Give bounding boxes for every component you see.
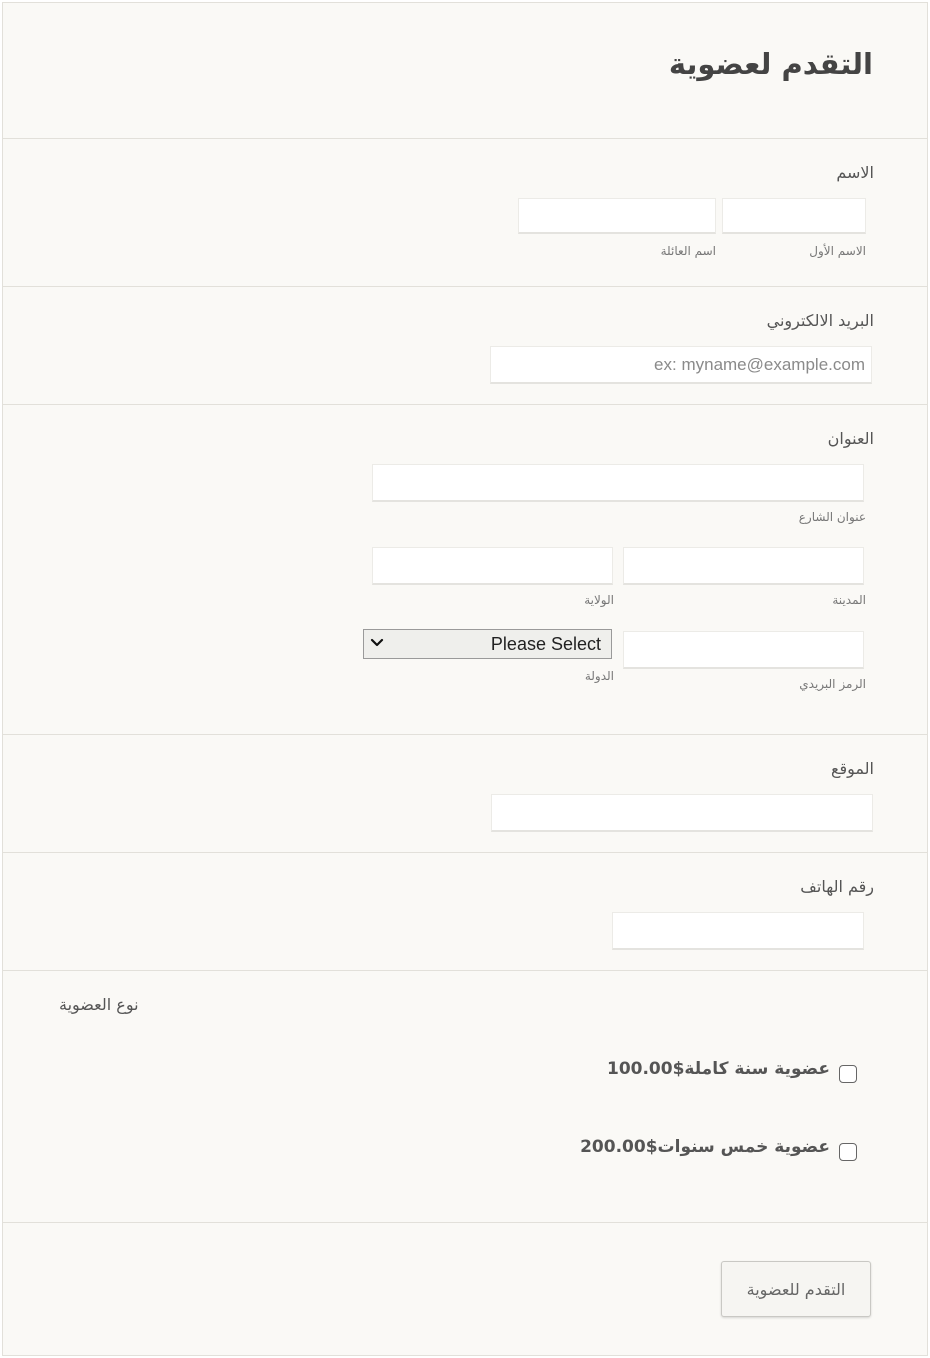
first-name-sublabel: الاسم الأول [809, 244, 866, 258]
name-label: الاسم [836, 163, 874, 182]
street-address-input[interactable] [372, 464, 864, 502]
address-section [3, 405, 927, 735]
chevron-down-icon [370, 636, 384, 650]
city-input[interactable] [623, 547, 864, 585]
email-placeholder: ex: myname@example.com [654, 355, 865, 374]
phone-section [3, 853, 927, 971]
email-input[interactable] [490, 346, 872, 384]
country-select[interactable] [363, 629, 612, 659]
city-sublabel: المدينة [832, 593, 866, 607]
membership-option-2-checkbox[interactable] [839, 1143, 857, 1161]
submit-section [3, 1223, 927, 1355]
last-name-input[interactable] [518, 198, 716, 234]
first-name-input[interactable] [722, 198, 866, 234]
postal-code-sublabel: الرمز البريدي [799, 677, 866, 691]
name-section [3, 139, 927, 287]
membership-form [2, 2, 928, 1356]
website-section [3, 735, 927, 853]
country-sublabel: الدولة [584, 669, 614, 683]
membership-option-2-label[interactable]: عضوية خمس سنوات$200.00 [580, 1137, 830, 1157]
state-sublabel: الولاية [584, 593, 614, 607]
membership-option-1-label[interactable]: عضوية سنة كاملة$100.00 [606, 1059, 830, 1079]
email-section [3, 287, 927, 405]
phone-input[interactable] [612, 912, 864, 950]
website-input[interactable] [491, 794, 873, 832]
postal-code-input[interactable] [623, 631, 864, 669]
membership-option-1-checkbox[interactable] [839, 1065, 857, 1083]
state-input[interactable] [372, 547, 613, 585]
form-title: التقدم لعضوية [668, 47, 873, 81]
submit-button[interactable]: التقدم للعضوية [721, 1261, 871, 1317]
form-header [3, 3, 927, 139]
membership-type-label: نوع العضوية [59, 995, 139, 1014]
last-name-sublabel: اسم العائلة [660, 244, 716, 258]
street-address-sublabel: عنوان الشارع [798, 510, 866, 524]
email-label: البريد الالكتروني [766, 311, 874, 330]
country-select-value: Please Select [490, 634, 601, 654]
membership-section [3, 971, 927, 1223]
website-label: الموقع [831, 759, 874, 778]
phone-label: رقم الهاتف [800, 877, 874, 896]
address-label: العنوان [827, 429, 874, 448]
